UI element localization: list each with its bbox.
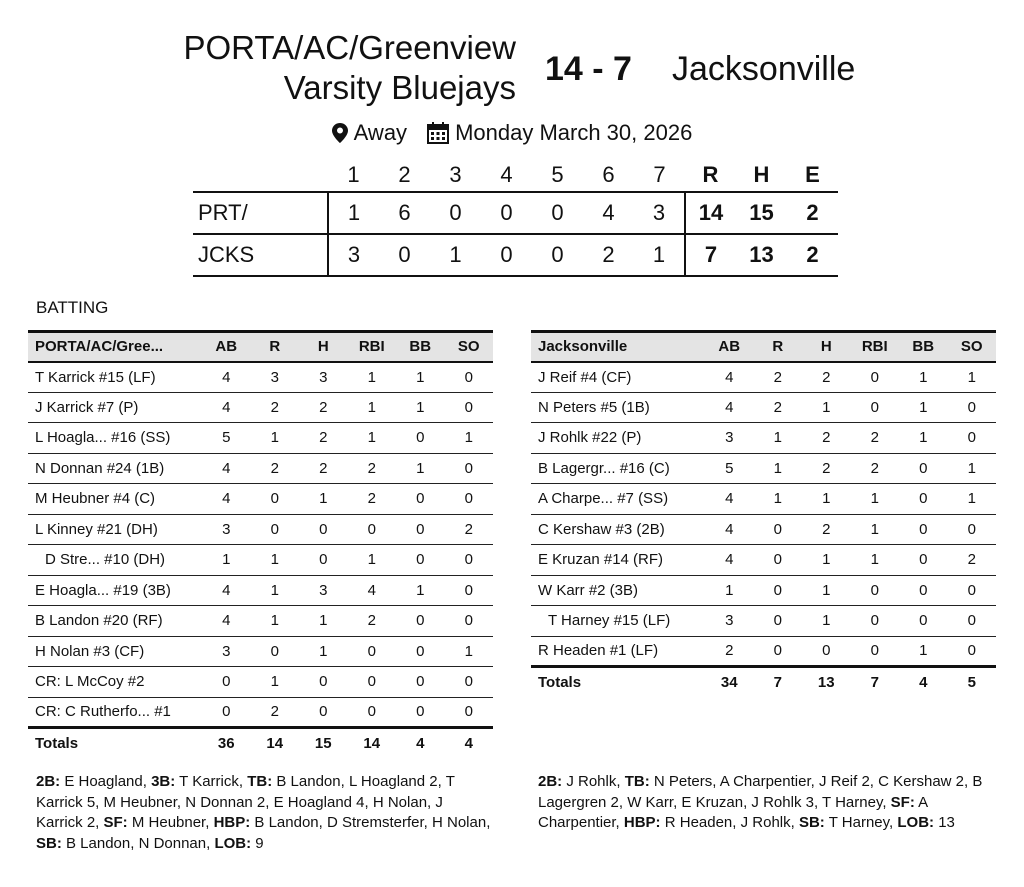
stat-cell: 1 [396,453,445,484]
player-name: L Hoagla... #16 (SS) [28,423,202,454]
stat-cell: 1 [299,606,348,637]
player-name: T Karrick #15 (LF) [28,362,202,393]
linescore-cell: 2 [806,242,819,267]
linescore-row [193,192,838,234]
linescore-header-1: 1 [347,161,360,187]
note-label: TB: [624,773,650,790]
stat-cell: 0 [396,514,445,545]
player-name: M Heubner #4 (C) [28,484,202,515]
total-cell: 5 [948,667,997,698]
stat-cell: 1 [948,484,997,515]
stat-cell: 0 [445,575,494,606]
stat-cell: 2 [251,392,300,423]
column-header-r: R [251,332,300,362]
stat-cell: 4 [348,575,397,606]
away-team-name: Jacksonville [672,50,856,88]
note-text: N Peters, A Charpentier, J Reif 2, C Kershaw 2, B Lagergren 2, W Karr, E Kruzan, J Rohlk 3, T Harney, [538,773,983,811]
batting-header-row [28,332,493,362]
player-row [28,575,493,606]
stat-cell: 2 [802,453,851,484]
stat-cell: 2 [851,423,900,454]
game-meta [0,120,1024,146]
stat-cell: 1 [396,575,445,606]
note-label: SF: [890,793,915,811]
stat-cell: 0 [396,545,445,576]
total-cell: 14 [348,728,397,759]
linescore-row [193,234,838,276]
total-cell: 13 [802,667,851,698]
total-cell: 4 [445,728,494,759]
player-row [28,362,493,393]
stat-cell: 3 [202,514,251,545]
stat-cell: 2 [851,453,900,484]
stat-cell: 1 [851,514,900,545]
stat-cell: 0 [754,545,803,576]
note-text: 13 [934,814,955,831]
linescore-corner [193,158,328,192]
totals-label: Totals [28,728,202,759]
stat-cell: 4 [202,392,251,423]
stat-cell: 0 [851,636,900,667]
linescore-header-4: 4 [500,161,513,187]
stat-cell: 1 [899,423,948,454]
linescore-cell: 1 [652,242,666,267]
stat-cell: 1 [348,545,397,576]
player-name: N Donnan #24 (1B) [28,453,202,484]
stat-cell: 1 [445,423,494,454]
total-cell: 4 [899,667,948,698]
column-header-r: R [754,332,803,362]
home-team-name [140,28,516,108]
player-name: J Reif #4 (CF) [531,362,705,393]
player-name: A Charpe... #7 (SS) [531,484,705,515]
stat-cell: 2 [754,392,803,423]
note-label: 3B: [151,773,176,790]
stat-cell: 0 [251,636,300,667]
linescore-cell: 0 [551,242,564,267]
player-row [28,392,493,423]
player-row [531,484,996,515]
note-label: TB: [247,773,273,790]
linescore-cell: 0 [500,200,513,225]
stat-cell: 4 [705,514,754,545]
stat-cell: 0 [851,575,900,606]
stat-cell: 1 [899,392,948,423]
player-row [531,362,996,393]
stat-cell: 1 [251,423,300,454]
stat-cell: 0 [445,606,494,637]
stat-cell: 0 [851,362,900,393]
total-cell: 7 [754,667,803,698]
stat-cell: 0 [948,606,997,637]
note-text: J Rohlk, [562,773,625,790]
note-text: 9 [251,834,264,852]
linescore-header-2: 2 [398,161,411,187]
player-row [531,392,996,423]
player-name: H Nolan #3 (CF) [28,636,202,667]
stat-cell: 0 [899,484,948,515]
totals-label: Totals [531,667,705,698]
note-label: SB: [36,834,62,852]
note-label: HBP: [213,814,251,831]
stat-cell: 2 [348,453,397,484]
stat-cell: 3 [299,362,348,393]
away-batting-notes [538,772,993,834]
linescore-header-5: 5 [551,161,564,187]
stat-cell: 0 [445,545,494,576]
stat-cell: 4 [202,484,251,515]
note-text: T Karrick, [175,773,248,790]
stat-cell: 5 [202,423,251,454]
total-cell: 14 [251,728,300,759]
note-label: SF: [103,814,128,831]
player-row [28,514,493,545]
stat-cell: 1 [299,636,348,667]
stat-cell: 0 [299,514,348,545]
stat-cell: 0 [348,636,397,667]
linescore-cell: 13 [749,242,774,267]
note-text: R Headen, J Rohlk, [660,814,799,831]
player-name: D Stre... #10 (DH) [28,545,202,576]
linescore-cell: 2 [806,200,819,225]
stat-cell: 3 [705,606,754,637]
stat-cell: 1 [802,606,851,637]
stat-cell: 1 [299,484,348,515]
stat-cell: 0 [948,423,997,454]
stat-cell: 0 [348,514,397,545]
linescore-cell: 4 [602,200,615,225]
player-name: T Harney #15 (LF) [531,606,705,637]
stat-cell: 1 [754,423,803,454]
stat-cell: 0 [948,392,997,423]
totals-row [531,667,996,698]
player-row [531,636,996,667]
stat-cell: 2 [802,514,851,545]
linescore-team: JCKS [198,242,255,267]
player-name: B Landon #20 (RF) [28,606,202,637]
home-batting-notes [36,772,491,854]
linescore-cell: 14 [685,192,736,234]
stat-cell: 2 [802,362,851,393]
home-batting-table [28,330,493,758]
player-row [531,575,996,606]
stat-cell: 0 [851,392,900,423]
stat-cell: 0 [948,636,997,667]
player-row [28,606,493,637]
linescore-header-3: 3 [449,161,462,187]
total-cell: 34 [705,667,754,698]
stat-cell: 1 [348,423,397,454]
player-row [28,423,493,454]
stat-cell: 0 [348,697,397,728]
location-text: Away [353,120,408,145]
stat-cell: 1 [348,362,397,393]
stat-cell: 0 [445,362,494,393]
stat-cell: 0 [299,697,348,728]
home-team-line1: PORTA/AC/Greenview [183,29,516,66]
column-header-ab: AB [202,332,251,362]
stat-cell: 2 [348,606,397,637]
stat-cell: 1 [705,575,754,606]
stat-cell: 1 [251,575,300,606]
linescore-cell: 1 [328,192,379,234]
stat-cell: 1 [396,392,445,423]
player-row [28,484,493,515]
player-name: B Lagergr... #16 (C) [531,453,705,484]
stat-cell: 3 [705,423,754,454]
stat-cell: 1 [445,636,494,667]
column-header-rbi: RBI [851,332,900,362]
location-pin-icon [332,123,348,143]
stat-cell: 0 [251,484,300,515]
stat-cell: 4 [202,575,251,606]
stat-cell: 4 [705,362,754,393]
stat-cell: 1 [251,606,300,637]
player-row [531,545,996,576]
stat-cell: 1 [754,453,803,484]
linescore-cell: 0 [398,242,411,267]
note-text: M Heubner, [127,814,214,831]
total-cell: 7 [851,667,900,698]
column-header-h: H [299,332,348,362]
player-row [28,453,493,484]
stat-cell: 3 [202,636,251,667]
stat-cell: 1 [802,484,851,515]
note-text: B Landon, D Stremsterfer, H Nolan, [250,814,491,831]
stat-cell: 0 [851,606,900,637]
stat-cell: 0 [299,667,348,698]
total-cell: 4 [396,728,445,759]
total-cell: 15 [299,728,348,759]
player-row [531,606,996,637]
column-header-team: Jacksonville [531,332,705,362]
stat-cell: 0 [754,575,803,606]
column-header-rbi: RBI [348,332,397,362]
stat-cell: 4 [202,606,251,637]
stat-cell: 2 [705,636,754,667]
player-name: CR: L McCoy #2 [28,667,202,698]
stat-cell: 1 [899,636,948,667]
column-header-bb: BB [396,332,445,362]
stat-cell: 2 [299,423,348,454]
note-text: B Landon, N Donnan, [61,834,215,852]
linescore-cell: 2 [602,242,615,267]
stat-cell: 4 [202,453,251,484]
batting-section-label: BATTING [36,298,109,317]
stat-cell: 1 [948,453,997,484]
linescore-cell: 15 [749,200,774,225]
linescore-cell: 1 [449,242,462,267]
stat-cell: 0 [948,514,997,545]
stat-cell: 1 [802,392,851,423]
stat-cell: 0 [802,636,851,667]
linescore-cell: 0 [500,242,513,267]
stat-cell: 2 [948,545,997,576]
linescore-cell: 6 [398,200,411,225]
stat-cell: 0 [445,453,494,484]
stat-cell: 3 [299,575,348,606]
stat-cell: 0 [754,514,803,545]
stat-cell: 2 [802,423,851,454]
linescore-header-7: 7 [653,161,666,187]
stat-cell: 1 [851,484,900,515]
stat-cell: 1 [202,545,251,576]
stat-cell: 0 [396,697,445,728]
linescore-header-r: R [702,161,719,187]
stat-cell: 1 [948,362,997,393]
note-label: LOB: [214,834,252,852]
note-label: 2B: [538,773,563,790]
stat-cell: 0 [396,606,445,637]
stat-cell: 2 [299,453,348,484]
stat-cell: 1 [802,545,851,576]
player-name: N Peters #5 (1B) [531,392,705,423]
player-name: J Karrick #7 (P) [28,392,202,423]
player-row [28,636,493,667]
column-header-so: SO [948,332,997,362]
stat-cell: 0 [396,636,445,667]
note-text: E Hoagland, [60,773,152,790]
linescore-cell: 3 [652,200,666,225]
stat-cell: 1 [251,667,300,698]
stat-cell: 0 [396,423,445,454]
player-name: L Kinney #21 (DH) [28,514,202,545]
player-name: J Rohlk #22 (P) [531,423,705,454]
player-row [28,697,493,728]
stat-cell: 0 [899,514,948,545]
stat-cell: 0 [396,484,445,515]
stat-cell: 4 [705,484,754,515]
stat-cell: 5 [705,453,754,484]
stat-cell: 2 [251,697,300,728]
batting-header-row [531,332,996,362]
note-text: A Charpentier, [538,793,928,831]
linescore-cell: 0 [551,200,564,225]
stat-cell: 0 [299,545,348,576]
player-name: E Hoagla... #19 (3B) [28,575,202,606]
stat-cell: 4 [705,545,754,576]
stat-cell: 2 [251,453,300,484]
column-header-team: PORTA/AC/Gree... [28,332,202,362]
stat-cell: 2 [754,362,803,393]
player-name: R Headen #1 (LF) [531,636,705,667]
totals-row [28,728,493,759]
linescore-cell: 7 [685,234,736,276]
column-header-h: H [802,332,851,362]
player-name: CR: C Rutherfo... #1 [28,697,202,728]
stat-cell: 0 [948,575,997,606]
stat-cell: 1 [396,362,445,393]
stat-cell: 0 [251,514,300,545]
stat-cell: 1 [251,545,300,576]
linescore-header-6: 6 [602,161,615,187]
stat-cell: 3 [251,362,300,393]
stat-cell: 4 [705,392,754,423]
note-label: 2B: [36,773,61,790]
linescore-table [193,158,838,277]
stat-cell: 0 [899,606,948,637]
note-label: SB: [798,814,825,831]
stat-cell: 0 [754,636,803,667]
stat-cell: 2 [445,514,494,545]
stat-cell: 0 [899,545,948,576]
linescore-cell: 3 [328,234,379,276]
note-text: B Landon, L Hoagland 2, T Karrick 5, M Heubner, N Donnan 2, E Hoagland 4, H Nolan, J Karrick 2, [36,773,455,831]
column-header-so: SO [445,332,494,362]
linescore-header-e: E [805,161,820,187]
linescore-header-h: H [753,161,770,187]
game-date: Monday March 30, 2026 [455,120,693,145]
stat-cell: 0 [445,484,494,515]
stat-cell: 0 [202,697,251,728]
stat-cell: 1 [851,545,900,576]
stat-cell: 0 [754,606,803,637]
player-row [531,453,996,484]
stat-cell: 2 [299,392,348,423]
player-row [28,667,493,698]
stat-cell: 2 [348,484,397,515]
stat-cell: 0 [899,575,948,606]
stat-cell: 0 [445,697,494,728]
linescore-team: PRT/ [198,200,248,225]
player-name: C Kershaw #3 (2B) [531,514,705,545]
stat-cell: 0 [202,667,251,698]
away-batting-table [531,330,996,697]
stat-cell: 0 [445,667,494,698]
linescore-cell: 0 [449,200,462,225]
final-score: 14 - 7 [545,50,632,88]
stat-cell: 4 [202,362,251,393]
stat-cell: 0 [348,667,397,698]
home-team-line2: Varsity Bluejays [283,69,516,106]
note-label: LOB: [897,814,935,831]
stat-cell: 0 [899,453,948,484]
stat-cell: 1 [348,392,397,423]
stat-cell: 0 [445,392,494,423]
column-header-ab: AB [705,332,754,362]
stat-cell: 1 [802,575,851,606]
note-text: T Harney, [824,814,898,831]
player-row [531,423,996,454]
stat-cell: 0 [396,667,445,698]
column-header-bb: BB [899,332,948,362]
note-label: HBP: [623,814,661,831]
player-row [28,545,493,576]
player-name: W Karr #2 (3B) [531,575,705,606]
player-name: E Kruzan #14 (RF) [531,545,705,576]
player-row [531,514,996,545]
calendar-icon [427,122,449,144]
stat-cell: 1 [754,484,803,515]
stat-cell: 1 [899,362,948,393]
total-cell: 36 [202,728,251,759]
